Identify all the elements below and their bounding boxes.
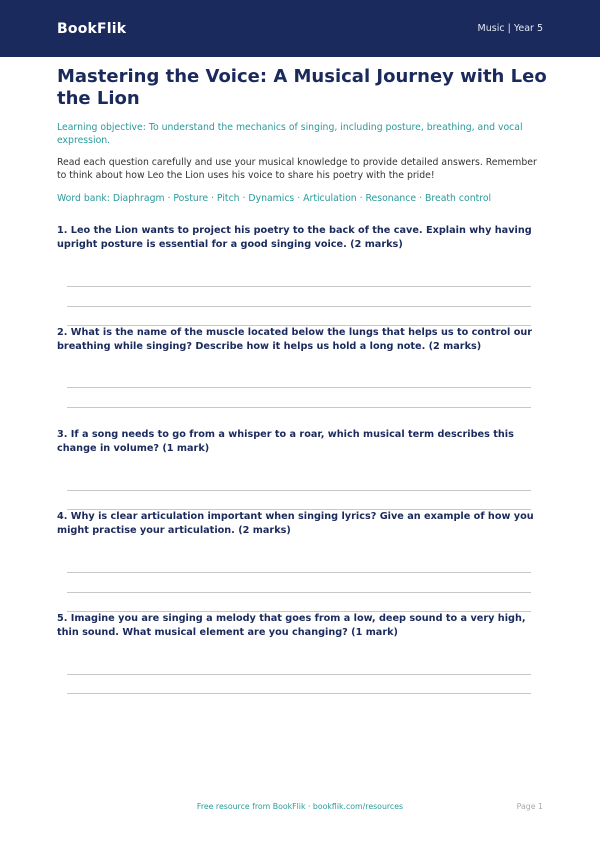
answer-line[interactable]: [67, 693, 531, 694]
question-4: 4. Why is clear articulation important when singing lyrics? Give an example of how you might practise your articulation. (2 marks): [57, 511, 534, 536]
page-header: [0, 0, 600, 57]
page-number: Page 1: [516, 802, 543, 811]
answer-line[interactable]: [67, 407, 531, 408]
answer-line[interactable]: [67, 490, 531, 491]
brand-logo: BookFlik: [57, 20, 127, 37]
instructions: Read each question carefully and use your musical knowledge to provide detailed answers. Remember to think about how Leo the Lion uses his voice to share his poetry with the pride!: [57, 157, 537, 181]
footer-credit: Free resource from BookFlik · bookflik.com/resources: [196, 802, 404, 811]
question-5: 5. Imagine you are singing a melody that goes from a low, deep sound to a very high, thin sound. What musical element are you changing? (1 mark): [57, 613, 526, 638]
answer-line[interactable]: [67, 306, 531, 307]
question-1: 1. Leo the Lion wants to project his poetry to the back of the cave. Explain why having upright posture is essential for a good singing voice. (2 marks): [57, 225, 532, 250]
question-2: 2. What is the name of the muscle located below the lungs that helps us to control our breathing while singing? Describe how it helps us hold a long note. (2 marks): [57, 327, 533, 352]
answer-line[interactable]: [67, 387, 531, 388]
word-bank: Word bank: Diaphragm · Posture · Pitch · Dynamics · Articulation · Resonance · Breath control: [57, 193, 492, 204]
question-3: 3. If a song needs to go from a whisper to a roar, which musical term describes this change in volume? (1 mark): [57, 429, 514, 454]
worksheet-title: Mastering the Voice: A Musical Journey with Leo the Lion: [57, 66, 547, 109]
answer-line[interactable]: [67, 572, 531, 573]
answer-line[interactable]: [67, 286, 531, 287]
answer-line[interactable]: [67, 592, 531, 593]
answer-line[interactable]: [67, 674, 531, 675]
learning-objective: Learning objective: To understand the mechanics of singing, including posture, breathing, and vocal expression.: [57, 122, 523, 146]
subject-year-label: Music | Year 5: [477, 23, 543, 34]
